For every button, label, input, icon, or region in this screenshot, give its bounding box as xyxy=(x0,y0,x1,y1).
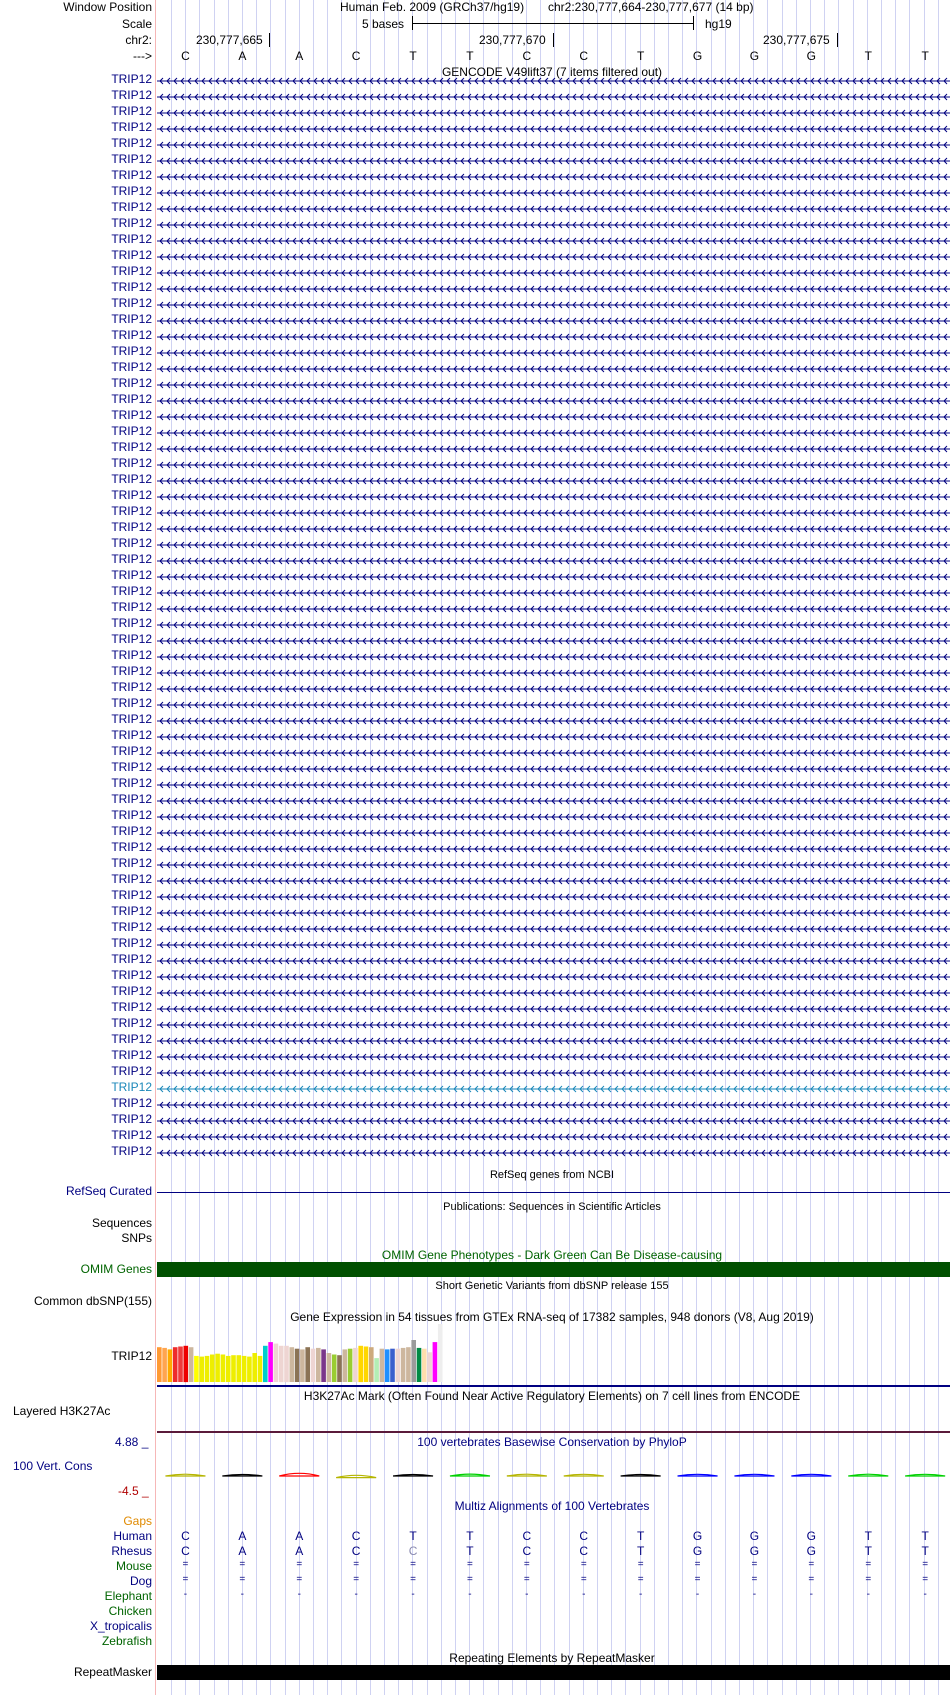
phylop-score-mark xyxy=(450,1474,490,1476)
gencode-gene-label[interactable]: TRIP12 xyxy=(111,424,152,438)
gencode-gene-label[interactable]: TRIP12 xyxy=(111,1016,152,1030)
phylop-score-mark xyxy=(507,1474,547,1476)
gencode-gene-label[interactable]: TRIP12 xyxy=(111,264,152,278)
gtex-tissue-bar[interactable] xyxy=(189,1347,194,1382)
phylop-ymin-label: -4.5 _ xyxy=(118,1484,149,1498)
gencode-gene-label[interactable]: TRIP12 xyxy=(111,408,152,422)
multiz-base: = xyxy=(467,1574,473,1585)
gtex-tissue-bar[interactable] xyxy=(385,1349,390,1382)
gtex-tissue-bar[interactable] xyxy=(422,1349,427,1382)
multiz-species-label[interactable]: Dog xyxy=(129,1574,152,1588)
multiz-base: - xyxy=(183,1589,188,1600)
multiz-base: = xyxy=(239,1574,246,1585)
phylop-score-mark xyxy=(621,1475,661,1477)
multiz-species-label[interactable]: Human xyxy=(113,1529,152,1543)
gencode-gene-label[interactable]: TRIP12 xyxy=(111,776,152,790)
gencode-gene-label[interactable]: TRIP12 xyxy=(111,808,152,822)
gencode-gene-label[interactable]: TRIP12 xyxy=(111,632,152,646)
multiz-base: - xyxy=(411,1589,415,1600)
gencode-gene-label[interactable]: TRIP12 xyxy=(111,952,152,966)
dbsnp-track-title[interactable]: Short Genetic Variants from dbSNP release 155 xyxy=(435,1280,669,1292)
multiz-base: - xyxy=(582,1589,586,1600)
publications-sequences-label[interactable]: Sequences xyxy=(91,1216,152,1230)
multiz-base: T xyxy=(636,1529,645,1543)
multiz-base: G xyxy=(692,1529,703,1543)
gtex-tissue-bar[interactable] xyxy=(305,1347,310,1382)
base-letter: T xyxy=(921,49,929,63)
gtex-tissue-bar[interactable] xyxy=(390,1349,395,1382)
multiz-base: T xyxy=(466,1544,474,1558)
repeatmasker-bar[interactable] xyxy=(157,1665,950,1680)
coord-label: 230,777,675 xyxy=(763,33,830,47)
gencode-gene-label[interactable]: TRIP12 xyxy=(111,648,152,662)
phylop-score-mark xyxy=(165,1474,205,1476)
multiz-base: = xyxy=(580,1559,587,1570)
multiz-base: C xyxy=(351,1544,361,1558)
gencode-gene-label[interactable]: TRIP12 xyxy=(111,504,152,518)
multiz-base: G xyxy=(749,1544,760,1558)
gencode-gene-label[interactable]: TRIP12 xyxy=(111,888,152,902)
phylop-label[interactable]: 100 Vert. Cons xyxy=(13,1459,93,1473)
multiz-base: = xyxy=(580,1574,587,1585)
base-letter: A xyxy=(295,49,304,63)
gencode-gene-label[interactable]: TRIP12 xyxy=(111,1080,152,1094)
gencode-gene-label[interactable]: TRIP12 xyxy=(111,936,152,950)
strand-label: ---> xyxy=(133,49,152,63)
gtex-tissue-bar[interactable] xyxy=(337,1355,342,1382)
position-text[interactable]: chr2:230,777,664-230,777,677 (14 bp) xyxy=(548,0,754,14)
gtex-tissue-bar[interactable] xyxy=(284,1346,289,1382)
coord-label: 230,777,670 xyxy=(479,33,546,47)
coord-label: 230,777,665 xyxy=(196,33,263,47)
multiz-base: G xyxy=(749,1529,760,1543)
chrom-label: chr2: xyxy=(125,33,152,47)
gtex-tissue-bar[interactable] xyxy=(406,1347,411,1382)
multiz-base: A xyxy=(295,1544,304,1558)
phylop-score-mark xyxy=(734,1474,774,1476)
gtex-tissue-bar[interactable] xyxy=(295,1349,300,1382)
scale-label: Scale xyxy=(121,17,152,31)
omim-track-title[interactable]: OMIM Gene Phenotypes - Dark Green Can Be Disease-causing xyxy=(381,1248,723,1262)
gencode-gene-label[interactable]: TRIP12 xyxy=(111,88,152,102)
multiz-base: T xyxy=(864,1529,872,1543)
gencode-gene-label[interactable]: TRIP12 xyxy=(111,1096,152,1110)
phylop-score-mark xyxy=(848,1474,888,1476)
multiz-base: A xyxy=(238,1529,247,1543)
h3k27ac-label[interactable]: Layered H3K27Ac xyxy=(13,1404,111,1418)
phylop-score-mark xyxy=(678,1474,718,1476)
gtex-tissue-bar[interactable] xyxy=(380,1349,385,1382)
gencode-gene-label[interactable]: TRIP12 xyxy=(111,920,152,934)
gencode-gene-label[interactable]: TRIP12 xyxy=(111,184,152,198)
gencode-gene-label[interactable]: TRIP12 xyxy=(111,360,152,374)
gtex-track-title[interactable]: Gene Expression in 54 tissues from GTEx RNA-seq of 17382 samples, 948 donors (V8, Aug 2019) xyxy=(290,1310,814,1324)
multiz-base: C xyxy=(522,1529,532,1543)
phylop-score-mark xyxy=(791,1474,831,1476)
phylop-ymax-label: 4.88 _ xyxy=(115,1435,149,1449)
base-letter: C xyxy=(579,49,589,63)
gencode-gene-label[interactable]: TRIP12 xyxy=(111,728,152,742)
gtex-tissue-bar[interactable] xyxy=(300,1349,305,1382)
gencode-gene-label[interactable]: TRIP12 xyxy=(111,216,152,230)
gtex-tissue-bar[interactable] xyxy=(258,1356,263,1382)
gtex-tissue-bar[interactable] xyxy=(221,1355,226,1383)
multiz-base: = xyxy=(865,1559,872,1570)
multiz-base: - xyxy=(354,1589,358,1600)
gtex-tissue-bar[interactable] xyxy=(231,1355,236,1382)
base-letter: C xyxy=(522,49,532,63)
repeatmasker-track-title[interactable]: Repeating Elements by RepeatMasker xyxy=(449,1651,655,1665)
multiz-base: = xyxy=(410,1559,416,1570)
gencode-gene-label[interactable]: TRIP12 xyxy=(111,248,152,262)
base-letter: T xyxy=(409,49,417,63)
omim-label[interactable]: OMIM Genes xyxy=(80,1262,152,1276)
phylop-track-title[interactable]: 100 vertebrates Basewise Conservation by PhyloP xyxy=(417,1435,687,1449)
multiz-base: - xyxy=(638,1589,643,1600)
multiz-base: - xyxy=(468,1589,472,1600)
gencode-gene-label[interactable]: TRIP12 xyxy=(111,568,152,582)
multiz-base: A xyxy=(238,1544,247,1558)
gencode-gene-label[interactable]: TRIP12 xyxy=(111,856,152,870)
phylop-score-mark xyxy=(393,1475,433,1477)
gencode-gene-label[interactable]: TRIP12 xyxy=(111,1064,152,1078)
gencode-gene-label[interactable]: TRIP12 xyxy=(111,296,152,310)
gtex-tissue-bar[interactable] xyxy=(274,1344,279,1382)
gtex-tissue-bar[interactable] xyxy=(401,1348,406,1382)
multiz-base: - xyxy=(752,1589,757,1600)
multiz-base: = xyxy=(296,1559,303,1570)
gencode-gene-label[interactable]: TRIP12 xyxy=(111,712,152,726)
publications-track-title[interactable]: Publications: Sequences in Scientific Articles xyxy=(443,1201,661,1213)
phylop-score-mark xyxy=(336,1475,376,1477)
gtex-tissue-bar[interactable] xyxy=(199,1357,204,1382)
multiz-base: T xyxy=(921,1529,929,1543)
multiz-species-label[interactable]: Mouse xyxy=(115,1559,152,1573)
gencode-gene-label[interactable]: TRIP12 xyxy=(111,584,152,598)
base-letter: C xyxy=(351,49,361,63)
repeatmasker-label[interactable]: RepeatMasker xyxy=(73,1665,152,1679)
multiz-base: = xyxy=(751,1574,758,1585)
gencode-gene-label[interactable]: TRIP12 xyxy=(111,760,152,774)
gencode-gene-label[interactable]: TRIP12 xyxy=(111,616,152,630)
h3k27ac-track-title[interactable]: H3K27Ac Mark (Often Found Near Active Regulatory Elements) on 7 cell lines from ENCODE xyxy=(303,1389,801,1403)
multiz-base: T xyxy=(864,1544,872,1558)
gencode-gene-label[interactable]: TRIP12 xyxy=(111,744,152,758)
multiz-base: = xyxy=(922,1559,929,1570)
gtex-tissue-bar[interactable] xyxy=(353,1348,358,1382)
multiz-base: - xyxy=(240,1589,245,1600)
gtex-tissue-bar[interactable] xyxy=(396,1349,401,1382)
multiz-base: G xyxy=(692,1544,703,1558)
gencode-gene-label[interactable]: TRIP12 xyxy=(111,664,152,678)
base-letter: G xyxy=(692,49,703,63)
multiz-base: = xyxy=(637,1559,644,1570)
gencode-gene-label[interactable]: TRIP12 xyxy=(111,968,152,982)
gtex-tissue-bar[interactable] xyxy=(157,1347,162,1382)
gencode-gene-label[interactable]: TRIP12 xyxy=(111,600,152,614)
db-text: hg19 xyxy=(705,17,732,31)
gencode-gene-label[interactable]: TRIP12 xyxy=(111,440,152,454)
gtex-tissue-bar[interactable] xyxy=(237,1355,242,1382)
gtex-tissue-bar[interactable] xyxy=(162,1348,167,1382)
gencode-gene-label[interactable]: TRIP12 xyxy=(111,536,152,550)
gencode-gene-label[interactable]: TRIP12 xyxy=(111,552,152,566)
gencode-gene-label[interactable]: TRIP12 xyxy=(111,1128,152,1142)
gtex-tissue-bar[interactable] xyxy=(215,1354,220,1382)
multiz-base: - xyxy=(809,1589,814,1600)
gencode-gene-label[interactable]: TRIP12 xyxy=(111,1032,152,1046)
gencode-gene-label[interactable]: TRIP12 xyxy=(111,456,152,470)
gencode-gene-label[interactable]: TRIP12 xyxy=(111,1112,152,1126)
gtex-tissue-bar[interactable] xyxy=(290,1347,295,1382)
gtex-tissue-bar[interactable] xyxy=(374,1358,379,1382)
gtex-tissue-bar[interactable] xyxy=(247,1357,252,1382)
gtex-tissue-bar[interactable] xyxy=(427,1352,432,1382)
multiz-base: = xyxy=(808,1574,815,1585)
refseq-track-title[interactable]: RefSeq genes from NCBI xyxy=(489,1169,615,1181)
gencode-gene-label[interactable]: TRIP12 xyxy=(111,104,152,118)
publications-snps-label[interactable]: SNPs xyxy=(121,1231,152,1245)
gencode-gene-label[interactable]: TRIP12 xyxy=(111,152,152,166)
gencode-gene-label[interactable]: TRIP12 xyxy=(111,200,152,214)
multiz-base: = xyxy=(808,1559,815,1570)
gtex-tissue-bar[interactable] xyxy=(263,1346,268,1382)
gencode-gene-label[interactable]: TRIP12 xyxy=(111,280,152,294)
multiz-base: = xyxy=(182,1574,189,1585)
multiz-base: = xyxy=(865,1574,872,1585)
gencode-gene-label[interactable]: TRIP12 xyxy=(111,1000,152,1014)
multiz-base: = xyxy=(353,1559,360,1570)
gtex-tissue-bar[interactable] xyxy=(205,1356,210,1382)
gtex-tissue-bar[interactable] xyxy=(184,1346,189,1382)
multiz-base: = xyxy=(694,1559,701,1570)
multiz-base: = xyxy=(637,1574,644,1585)
gtex-tissue-bar[interactable] xyxy=(364,1347,369,1383)
gtex-tissue-bar[interactable] xyxy=(343,1349,348,1382)
gtex-tissue-bar[interactable] xyxy=(369,1347,374,1382)
multiz-base: T xyxy=(409,1529,417,1543)
gencode-gene-label[interactable]: TRIP12 xyxy=(111,680,152,694)
multiz-base: C xyxy=(408,1544,418,1558)
gencode-gene-label[interactable]: TRIP12 xyxy=(111,392,152,406)
multiz-gaps-label[interactable]: Gaps xyxy=(123,1514,152,1528)
multiz-base: - xyxy=(695,1589,700,1600)
gtex-gene-label[interactable]: TRIP12 xyxy=(111,1349,152,1363)
multiz-base: = xyxy=(694,1574,701,1585)
gencode-gene-label[interactable]: TRIP12 xyxy=(111,120,152,134)
gtex-tissue-bar[interactable] xyxy=(252,1353,257,1382)
multiz-species-label[interactable]: X_tropicalis xyxy=(89,1619,152,1633)
gencode-gene-label[interactable]: TRIP12 xyxy=(111,1144,152,1158)
gencode-gene-label[interactable]: TRIP12 xyxy=(111,1048,152,1062)
multiz-base: = xyxy=(751,1559,758,1570)
multiz-base: C xyxy=(579,1529,589,1543)
multiz-base: G xyxy=(806,1529,817,1543)
gencode-gene-label[interactable]: TRIP12 xyxy=(111,520,152,534)
gtex-tissue-bar[interactable] xyxy=(279,1346,284,1382)
multiz-species-label[interactable]: Chicken xyxy=(108,1604,152,1618)
multiz-base: = xyxy=(296,1574,303,1585)
gtex-tissue-bar[interactable] xyxy=(411,1340,416,1382)
multiz-species-label[interactable]: Zebrafish xyxy=(101,1634,152,1648)
gtex-tissue-bar[interactable] xyxy=(332,1355,337,1383)
gencode-gene-label[interactable]: TRIP12 xyxy=(111,984,152,998)
gencode-gene-label[interactable]: TRIP12 xyxy=(111,824,152,838)
gencode-gene-label[interactable]: TRIP12 xyxy=(111,376,152,390)
multiz-base: T xyxy=(466,1529,474,1543)
phylop-score-mark xyxy=(222,1475,262,1477)
gencode-gene-label[interactable]: TRIP12 xyxy=(111,840,152,854)
gencode-gene-label[interactable]: TRIP12 xyxy=(111,472,152,486)
gtex-tissue-bar[interactable] xyxy=(268,1342,273,1382)
multiz-base: = xyxy=(410,1574,416,1585)
gtex-tissue-bar[interactable] xyxy=(178,1347,183,1383)
gencode-gene-label[interactable]: TRIP12 xyxy=(111,488,152,502)
refseq-label[interactable]: RefSeq Curated xyxy=(65,1184,152,1198)
multiz-base: = xyxy=(922,1574,929,1585)
gtex-tissue-bar[interactable] xyxy=(417,1348,422,1382)
gtex-tissue-bar[interactable] xyxy=(226,1356,231,1382)
gtex-tissue-bar[interactable] xyxy=(327,1353,332,1382)
base-letter: T xyxy=(466,49,474,63)
multiz-species-label[interactable]: Rhesus xyxy=(111,1544,152,1558)
multiz-base: C xyxy=(181,1529,190,1543)
gencode-track-title[interactable]: GENCODE V49lift37 (7 items filtered out) xyxy=(441,65,663,79)
track-separator xyxy=(157,1385,950,1387)
multiz-base: - xyxy=(866,1589,870,1600)
multiz-species-label[interactable]: Elephant xyxy=(104,1589,152,1603)
dbsnp-label[interactable]: Common dbSNP(155) xyxy=(33,1294,152,1308)
multiz-base: A xyxy=(295,1529,304,1543)
gencode-gene-label[interactable]: TRIP12 xyxy=(111,344,152,358)
multiz-base: - xyxy=(297,1589,301,1600)
multiz-base: G xyxy=(806,1544,817,1558)
multiz-base: C xyxy=(579,1544,589,1558)
multiz-base: = xyxy=(182,1559,189,1570)
gencode-gene-label[interactable]: TRIP12 xyxy=(111,792,152,806)
gtex-tissue-bar[interactable] xyxy=(348,1349,353,1382)
gencode-gene-label[interactable]: TRIP12 xyxy=(111,696,152,710)
multiz-base: = xyxy=(523,1574,530,1585)
gencode-gene-label[interactable]: TRIP12 xyxy=(111,136,152,150)
gencode-gene-label[interactable]: TRIP12 xyxy=(111,312,152,326)
gencode-gene-label[interactable]: TRIP12 xyxy=(111,168,152,182)
phylop-score-mark xyxy=(905,1474,945,1476)
window-position-label: Window Position xyxy=(63,0,152,14)
assembly-text: Human Feb. 2009 (GRCh37/hg19) xyxy=(340,0,525,14)
gencode-gene-label[interactable]: TRIP12 xyxy=(111,72,152,86)
base-letter: A xyxy=(238,49,247,63)
gtex-tissue-bar[interactable] xyxy=(321,1349,326,1382)
gtex-tissue-bar[interactable] xyxy=(173,1347,178,1382)
h3k27ac-baseline xyxy=(157,1431,950,1433)
base-letter: G xyxy=(806,49,817,63)
multiz-base: C xyxy=(351,1529,361,1543)
multiz-base: = xyxy=(353,1574,360,1585)
gtex-tissue-bar[interactable] xyxy=(358,1346,363,1382)
gtex-tissue-bar[interactable] xyxy=(242,1356,247,1382)
gtex-tissue-bar[interactable] xyxy=(438,1324,443,1382)
gencode-gene-label[interactable]: TRIP12 xyxy=(111,872,152,886)
base-letter: G xyxy=(749,49,760,63)
multiz-base: = xyxy=(467,1559,473,1570)
multiz-base: - xyxy=(923,1589,927,1600)
gtex-tissue-bar[interactable] xyxy=(311,1349,316,1382)
gtex-tissue-bar[interactable] xyxy=(168,1349,173,1382)
gtex-tissue-bar[interactable] xyxy=(433,1342,438,1382)
multiz-track-title[interactable]: Multiz Alignments of 100 Vertebrates xyxy=(454,1499,650,1513)
multiz-base: T xyxy=(921,1544,929,1558)
multiz-base: - xyxy=(525,1589,529,1600)
gtex-tissue-bar[interactable] xyxy=(210,1355,215,1383)
base-letter: T xyxy=(636,49,645,63)
multiz-base: T xyxy=(636,1544,645,1558)
phylop-score-mark xyxy=(279,1473,319,1476)
multiz-base: = xyxy=(523,1559,530,1570)
base-letter: T xyxy=(864,49,872,63)
base-letter: C xyxy=(181,49,190,63)
scale-text: 5 bases xyxy=(362,17,405,31)
gencode-gene-label[interactable]: TRIP12 xyxy=(111,904,152,918)
gtex-tissue-bar[interactable] xyxy=(316,1348,321,1382)
gencode-gene-label[interactable]: TRIP12 xyxy=(111,232,152,246)
multiz-base: C xyxy=(522,1544,532,1558)
gencode-gene-label[interactable]: TRIP12 xyxy=(111,328,152,342)
gtex-tissue-bar[interactable] xyxy=(194,1356,199,1382)
multiz-base: = xyxy=(239,1559,246,1570)
phylop-score-mark xyxy=(564,1474,604,1476)
multiz-base: C xyxy=(181,1544,190,1558)
